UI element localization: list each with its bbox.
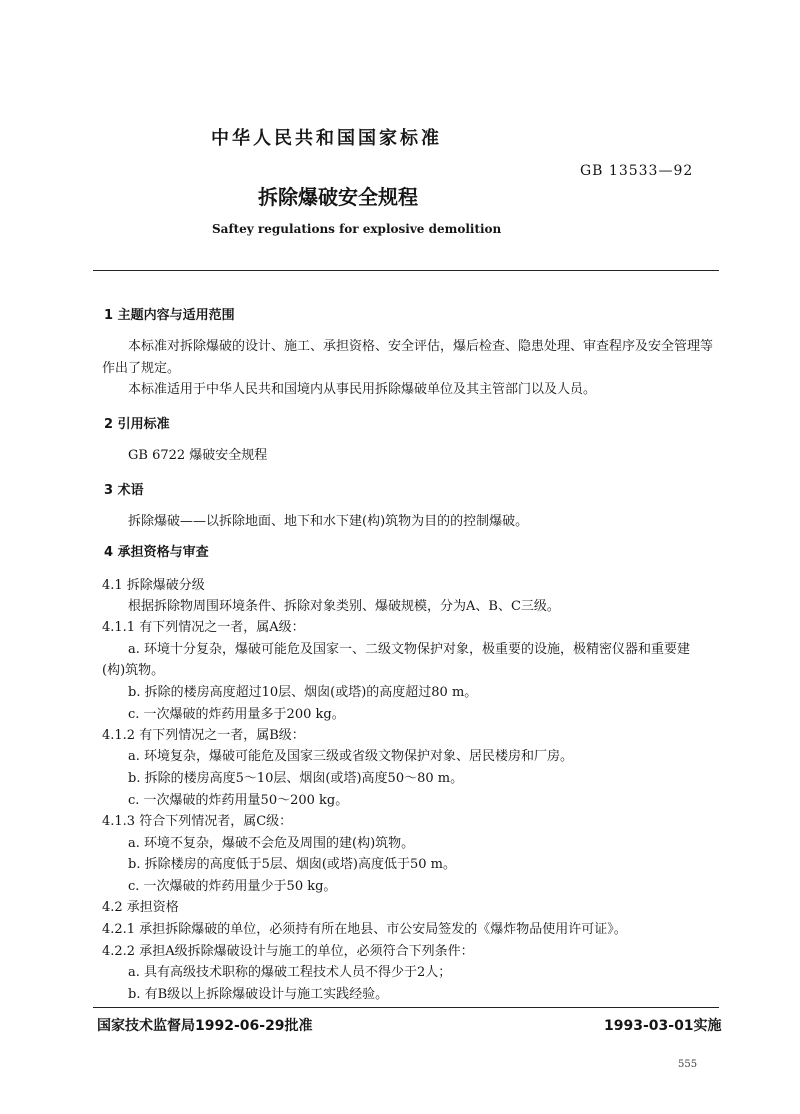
section-1-heading: 1 主题内容与适用范围 — [104, 308, 235, 323]
section-4-1-1-item-a-line2: (构)筑物。 — [102, 663, 165, 678]
section-3-term: 拆除爆破——以拆除地面、地下和水下建(构)筑物为目的的控制爆破。 — [128, 514, 529, 529]
section-4-1-3-heading: 4.1.3 符合下列情况者，属C级： — [102, 814, 293, 829]
document-title-en: Saftey regulations for explosive demolition — [212, 222, 502, 236]
section-1-paragraph-line2: 作出了规定。 — [102, 361, 181, 376]
section-4-2-1: 4.2.1 承担拆除爆破的单位，必须持有所在地县、市公安局签发的《爆炸物品使用许可证》。 — [102, 922, 627, 937]
approval-line: 国家技术监督局1992-06-29批准 — [97, 1018, 313, 1034]
footer-divider — [93, 1007, 719, 1008]
section-4-1-1-item-a-line1: a. 环境十分复杂，爆破可能危及国家一、二级文物保护对象，极重要的设施，极精密仪器和重要建 — [128, 642, 691, 657]
section-4-1-1-item-b: b. 拆除的楼房高度超过10层、烟囱(或塔)的高度超过80 m。 — [128, 685, 478, 700]
section-4-2-2-item-b: b. 有B级以上拆除爆破设计与施工实践经验。 — [128, 987, 389, 1002]
section-4-1-2-item-c: c. 一次爆破的炸药用量50～200 kg。 — [128, 793, 349, 808]
section-4-1-3-item-a: a. 环境不复杂，爆破不会危及周围的建(构)筑物。 — [128, 836, 415, 851]
section-4-1-1-item-c: c. 一次爆破的炸药用量多于200 kg。 — [128, 707, 345, 722]
section-4-2-heading: 4.2 承担资格 — [102, 900, 179, 915]
section-4-1-2-item-b: b. 拆除的楼房高度5～10层、烟囱(或塔)高度50～80 m。 — [128, 771, 464, 786]
section-4-1-text: 根据拆除物周围环境条件、拆除对象类别、爆破规模，分为A、B、C三级。 — [128, 599, 560, 614]
document-title-cn: 拆除爆破安全规程 — [258, 185, 418, 209]
section-4-1-3-item-b: b. 拆除楼房的高度低于5层、烟囱(或塔)高度低于50 m。 — [128, 857, 457, 872]
section-4-1-3-item-c: c. 一次爆破的炸药用量少于50 kg。 — [128, 879, 337, 894]
section-4-heading: 4 承担资格与审查 — [104, 545, 209, 560]
section-2-reference: GB 6722 爆破安全规程 — [128, 448, 268, 463]
section-1-scope: 本标准适用于中华人民共和国境内从事民用拆除爆破单位及其主管部门以及人员。 — [128, 382, 597, 397]
section-3-heading: 3 术语 — [104, 483, 144, 498]
implementation-date: 1993-03-01实施 — [604, 1018, 722, 1034]
section-4-1-2-heading: 4.1.2 有下列情况之一者，属B级： — [102, 728, 305, 743]
header-divider — [93, 270, 719, 271]
section-4-1-heading: 4.1 拆除爆破分级 — [102, 578, 205, 593]
standard-code: GB 13533—92 — [580, 163, 694, 179]
section-4-1-2-item-a: a. 环境复杂，爆破可能危及国家三级或省级文物保护对象、居民楼房和厂房。 — [128, 749, 574, 764]
section-4-2-2-heading: 4.2.2 承担A级拆除爆破设计与施工的单位，必须符合下列条件： — [102, 944, 474, 959]
section-2-heading: 2 引用标准 — [104, 417, 170, 432]
section-4-1-1-heading: 4.1.1 有下列情况之一者，属A级： — [102, 620, 305, 635]
national-standard-title: 中华人民共和国国家标准 — [211, 128, 442, 149]
section-1-paragraph-line1: 本标准对拆除爆破的设计、施工、承担资格、安全评估，爆后检查、隐患处理、审查程序及安全管理等 — [128, 339, 714, 354]
page-number: 555 — [678, 1059, 698, 1070]
section-4-2-2-item-a: a. 具有高级技术职称的爆破工程技术人员不得少于2人； — [128, 965, 452, 980]
